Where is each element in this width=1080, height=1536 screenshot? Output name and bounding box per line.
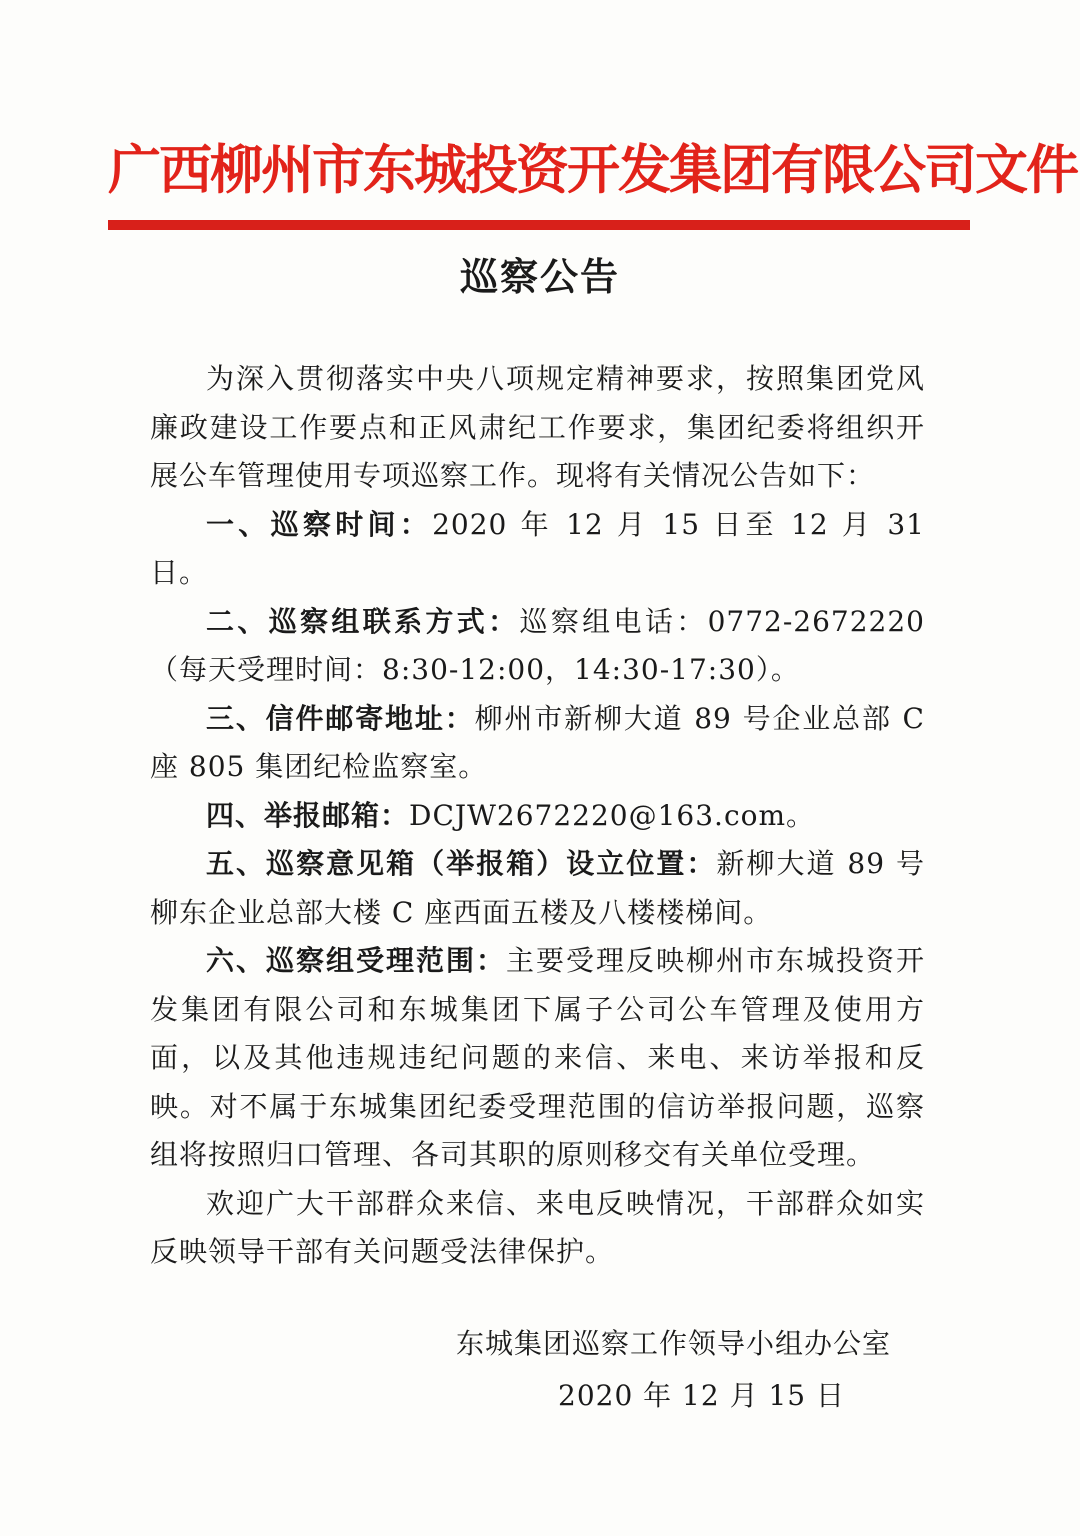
item-label: 六、巡察组受理范围：	[206, 944, 506, 977]
announcement-title: 巡察公告	[459, 254, 620, 299]
signature-date: 2020 年 12 月 15 日	[558, 1379, 846, 1412]
item-report-email	[150, 792, 925, 841]
item-text: 巡察组电话：0772-2672220（每天受理时间：8:30-12:00，14:30-17:30）。	[150, 604, 925, 686]
item-text: 新柳大道 89 号柳东企业总部大楼 C 座西面五楼及八楼楼梯间。	[150, 847, 925, 929]
item-label: 二、巡察组联系方式：	[206, 604, 520, 638]
signature-block	[456, 1318, 916, 1422]
item-text: 2020 年 12 月 15 日至 12 月 31 日。	[150, 507, 925, 589]
item-label: 五、巡察意见箱（举报箱）设立位置：	[206, 847, 717, 880]
item-opinion-box	[150, 840, 925, 937]
item-label: 一、巡察时间：	[206, 507, 433, 541]
item-contact	[150, 598, 925, 695]
item-text: 主要受理反映柳州市东城投资开发集团有限公司和东城集团下属子公司公车管理及使用方面，以及其他违规违纪问题的来信、来电、来访举报和反映。对不属于东城集团纪委受理范围的信访举报问题，巡察组将按照归口管理、各司其职的原则移交有关单位受理。	[150, 944, 925, 1171]
closing-paragraph: 欢迎广大干部群众来信、来电反映情况，干部群众如实反映领导干部有关问题受法律保护。	[150, 1186, 925, 1268]
item-mailing-address	[150, 695, 925, 792]
signature-organization: 东城集团巡察工作领导小组办公室	[456, 1327, 892, 1360]
item-label: 四、举报邮箱：	[206, 798, 410, 832]
item-inspection-time	[150, 501, 925, 598]
item-scope	[150, 937, 925, 1180]
intro-paragraph: 为深入贯彻落实中央八项规定精神要求，按照集团党风廉政建设工作要点和正风肃纪工作要求，集团纪委将组织开展公车管理使用专项巡察工作。现将有关情况公告如下：	[150, 362, 925, 492]
item-text: 柳州市新柳大道 89 号企业总部 C 座 805 集团纪检监察室。	[150, 701, 925, 783]
document-header-title: 广西柳州市东城投资开发集团有限公司文件	[108, 139, 1077, 201]
item-label: 三、信件邮寄地址：	[206, 701, 475, 735]
item-text: DCJW2672220@163.com。	[409, 798, 816, 832]
document-body	[150, 355, 925, 1277]
red-header-rule	[108, 220, 970, 230]
